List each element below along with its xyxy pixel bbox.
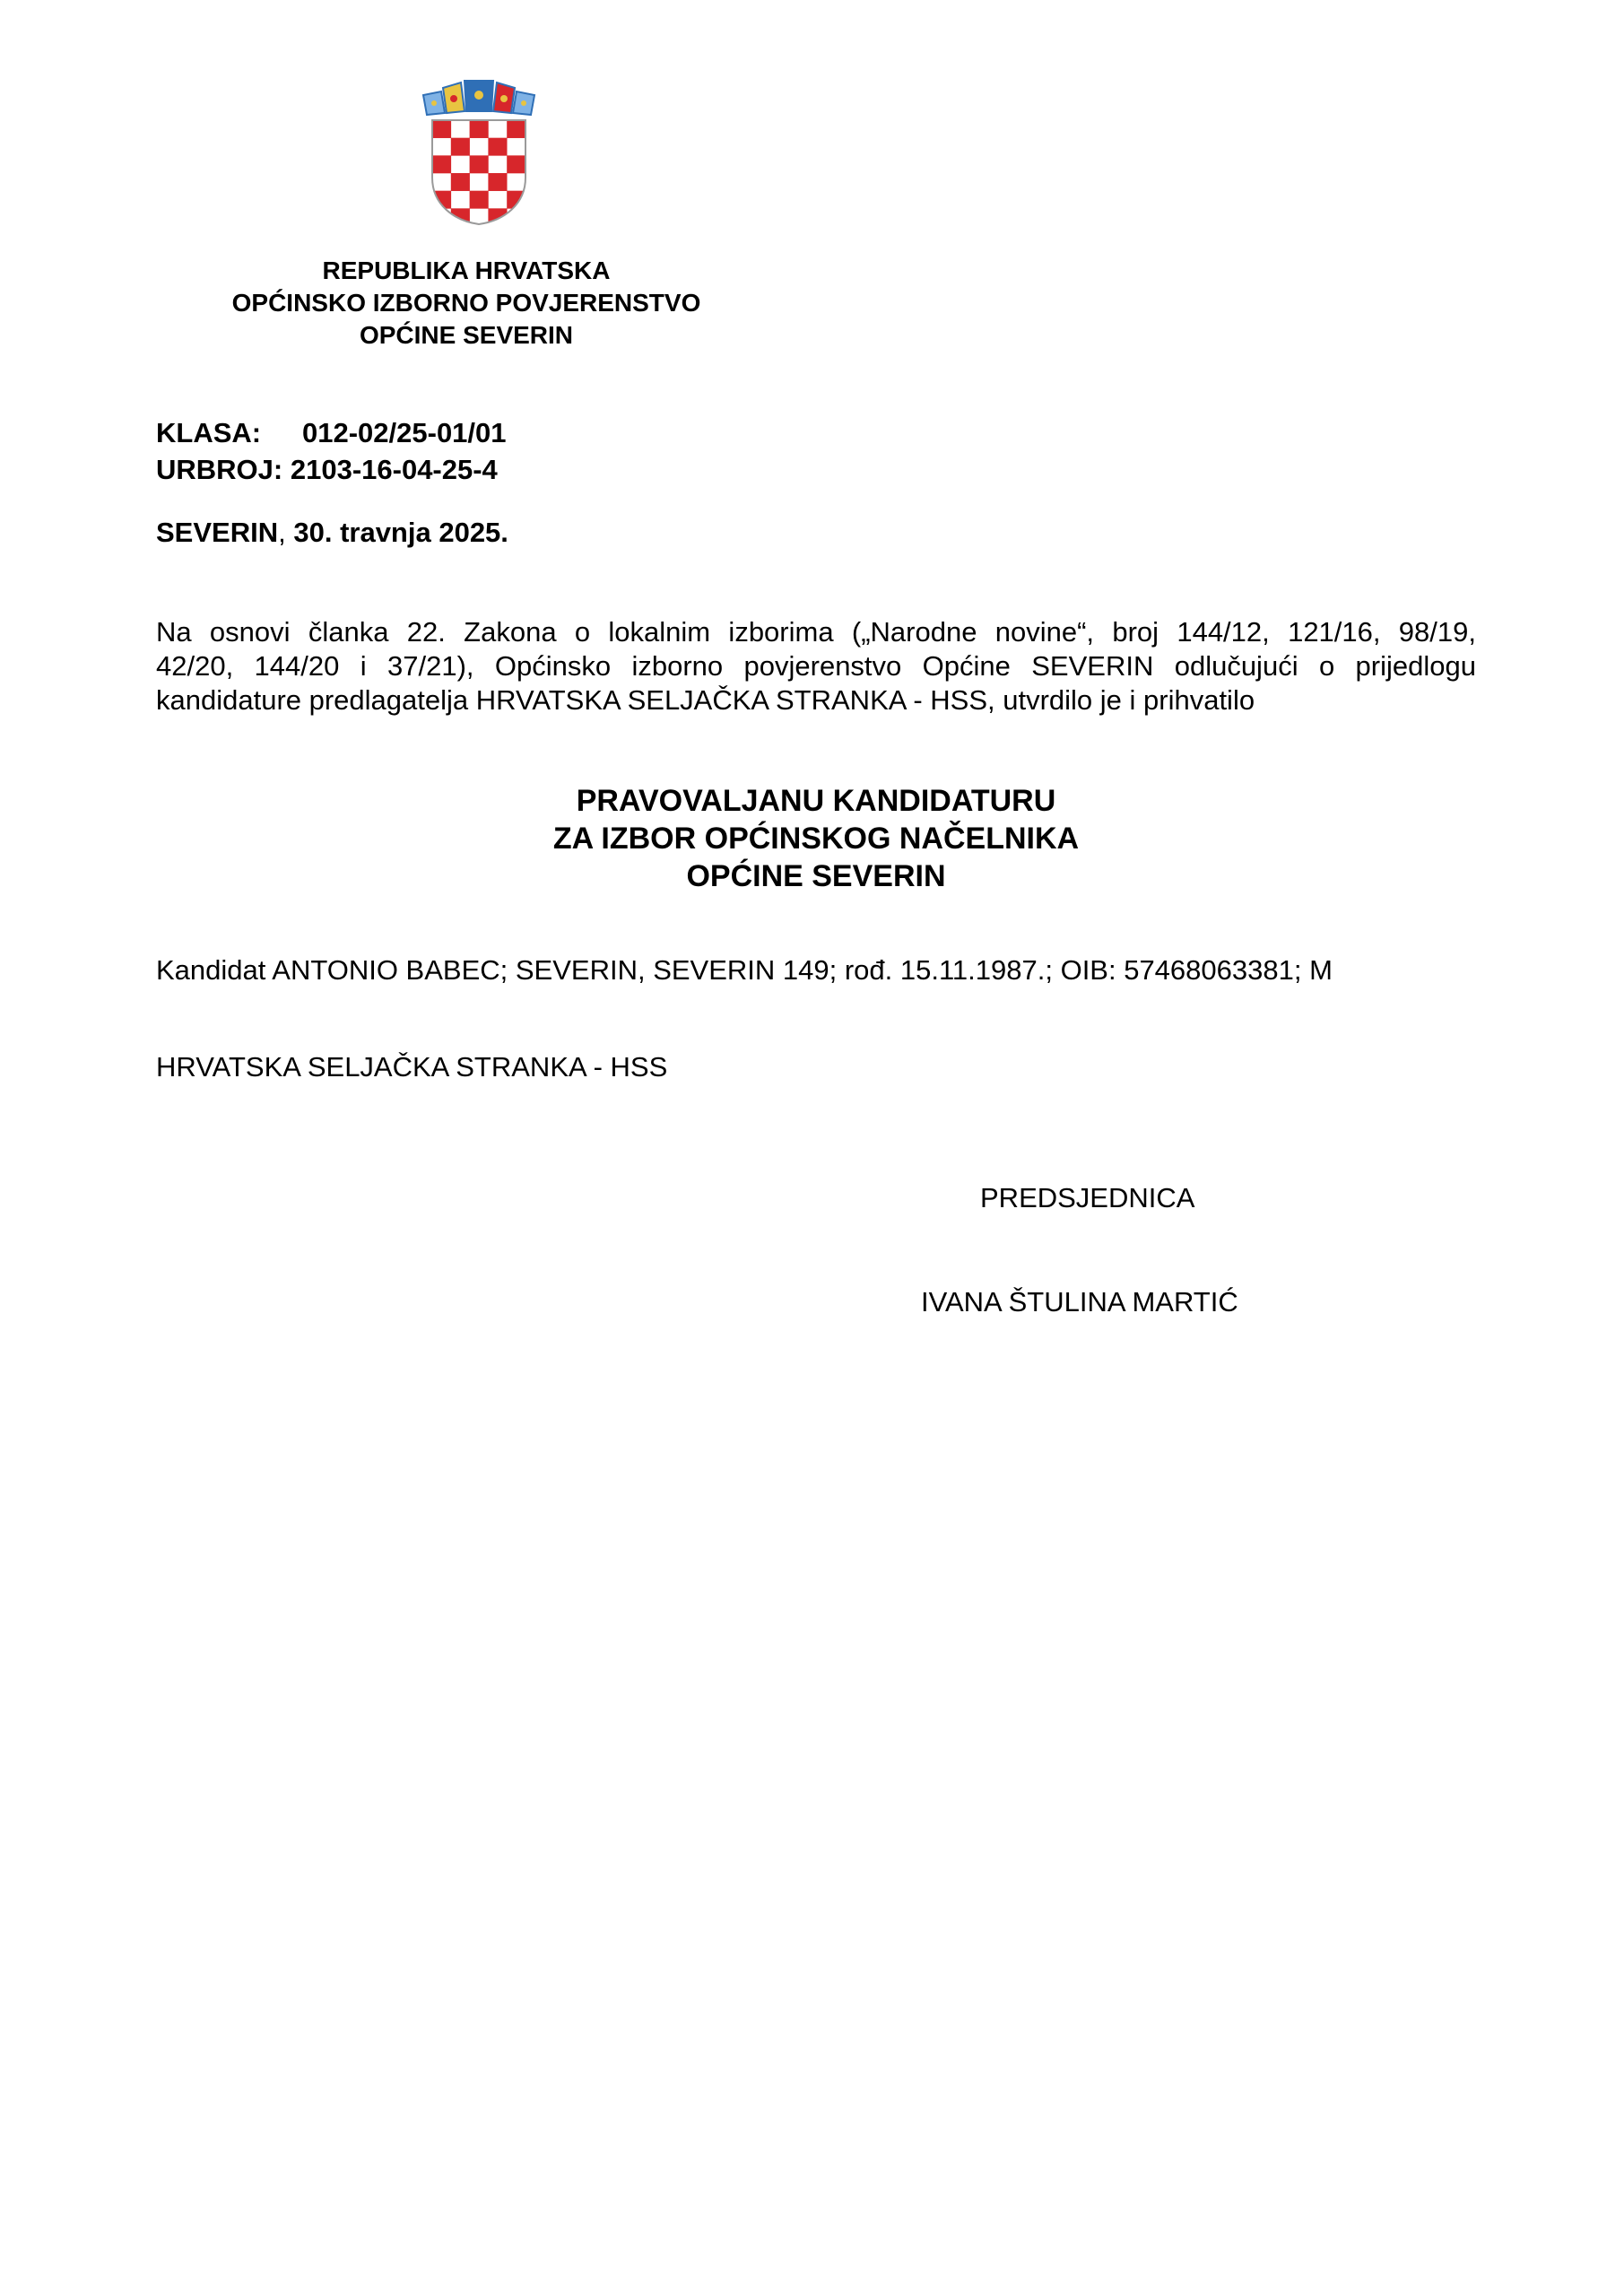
date-value: 30. travnja 2025.: [293, 517, 508, 548]
klasa-label: KLASA:: [156, 417, 262, 448]
title-line-1: PRAVOVALJANU KANDIDATURU: [576, 784, 1056, 818]
shield-square: [488, 173, 507, 191]
title-line-3: OPĆINE SEVERIN: [686, 859, 946, 893]
candidate-details: Kandidat ANTONIO BABEC; SEVERIN, SEVERIN 149; rođ. 15.11.1987.; OIB: 57468063381; M: [156, 954, 1333, 986]
shield-square: [470, 120, 489, 138]
urbroj-line: [156, 451, 507, 488]
shield-square: [488, 138, 507, 156]
signature-role: PREDSJEDNICA: [980, 1182, 1195, 1213]
shield-square: [488, 208, 507, 226]
shield-square: [507, 155, 525, 173]
urbroj-label: URBROJ:: [156, 454, 283, 485]
date-place: SEVERIN: [156, 517, 279, 548]
shield-square: [451, 208, 470, 226]
shield-square: [432, 155, 451, 173]
shield-square: [470, 191, 489, 209]
authority-header: [152, 255, 780, 352]
signature-name: IVANA ŠTULINA MARTIĆ: [921, 1286, 1238, 1318]
shield-square: [470, 155, 489, 173]
title-line-2: ZA IZBOR OPĆINSKOG NAČELNIKA: [552, 822, 1080, 856]
shield-square: [451, 138, 470, 156]
shield-square: [432, 120, 451, 138]
intro-line-3: kandidature predlagatelja HRVATSKA SELJAČKA STRANKA - HSS, utvrdilo je i prihvatilo: [156, 684, 1255, 716]
reference-numbers: [156, 414, 507, 488]
intro-line-1: Na osnovi članka 22. Zakona o lokalnim izborima („Narodne novine“, broj 144/12, 121/16, 98/19,: [156, 616, 1476, 648]
croatian-coat-of-arms-icon: [421, 79, 536, 226]
shield-square: [451, 173, 470, 191]
shield-square: [507, 120, 525, 138]
intro-line-2: 42/20, 144/20 i 37/21), Općinsko izborno povjerenstvo Općine SEVERIN odlučujući o prijedlogu: [156, 650, 1476, 682]
header-line-commission: OPĆINSKO IZBORNO POVJERENSTVO: [231, 289, 701, 317]
proposing-party: HRVATSKA SELJAČKA STRANKA - HSS: [156, 1051, 668, 1083]
date-separator: ,: [278, 517, 286, 548]
document-date: [156, 514, 508, 551]
header-line-municipality: OPĆINE SEVERIN: [359, 321, 574, 349]
urbroj-value: 2103-16-04-25-4: [290, 454, 498, 485]
decision-title: [278, 782, 1354, 895]
header-line-republic: REPUBLIKA HRVATSKA: [322, 257, 611, 284]
klasa-line: [156, 414, 507, 451]
klasa-value: 012-02/25-01/01: [302, 417, 507, 448]
crown: [423, 81, 534, 115]
intro-paragraph: [156, 615, 1476, 718]
